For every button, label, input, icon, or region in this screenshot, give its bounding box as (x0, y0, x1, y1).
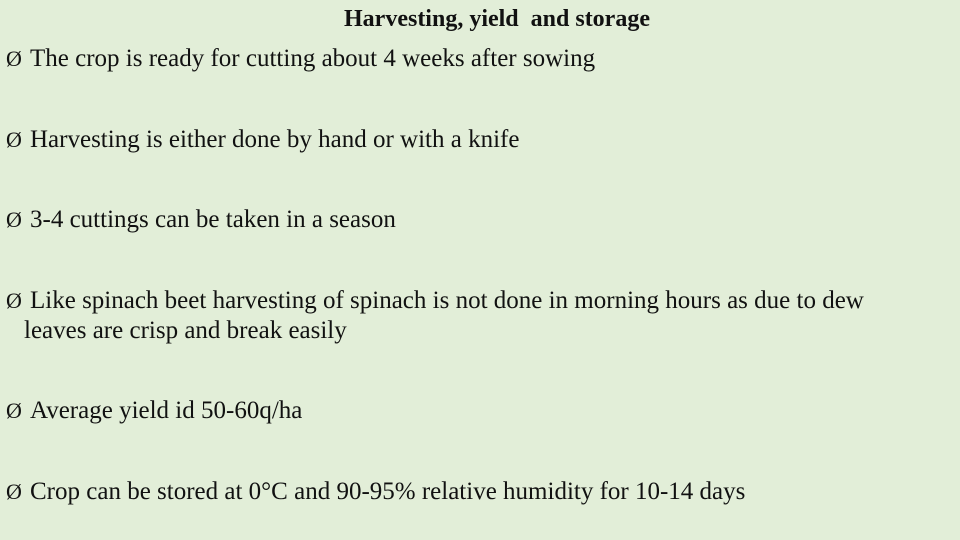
bullet-text: Average yield id 50-60q/ha (30, 397, 303, 424)
bullet-text: 3-4 cuttings can be taken in a season (30, 206, 396, 233)
arrow-bullet-icon: Ø (6, 398, 22, 423)
arrow-bullet-icon: Ø (6, 479, 22, 504)
slide-title: Harvesting, yield and storage (344, 6, 650, 32)
bullet-text-continued: leaves are crisp and break easily (24, 317, 347, 344)
bullet-text: Crop can be stored at 0°C and 90-95% relative humidity for 10-14 days (30, 478, 746, 505)
bullet-item-5 (6, 396, 960, 426)
arrow-bullet-icon: Ø (6, 207, 22, 232)
bullet-text: The crop is ready for cutting about 4 weeks after sowing (30, 45, 596, 72)
bullet-text: Like spinach beet harvesting of spinach is not done in morning hours as due to dew (30, 287, 864, 314)
bullet-item-2 (6, 125, 960, 155)
bullet-text: Harvesting is either done by hand or with a knife (30, 126, 520, 153)
bullet-item-4 (6, 286, 960, 346)
arrow-bullet-icon: Ø (6, 46, 22, 71)
bullet-item-1 (6, 44, 960, 74)
bullet-item-3 (6, 205, 960, 235)
bullet-item-6 (6, 477, 960, 507)
arrow-bullet-icon: Ø (6, 127, 22, 152)
arrow-bullet-icon: Ø (6, 288, 22, 313)
